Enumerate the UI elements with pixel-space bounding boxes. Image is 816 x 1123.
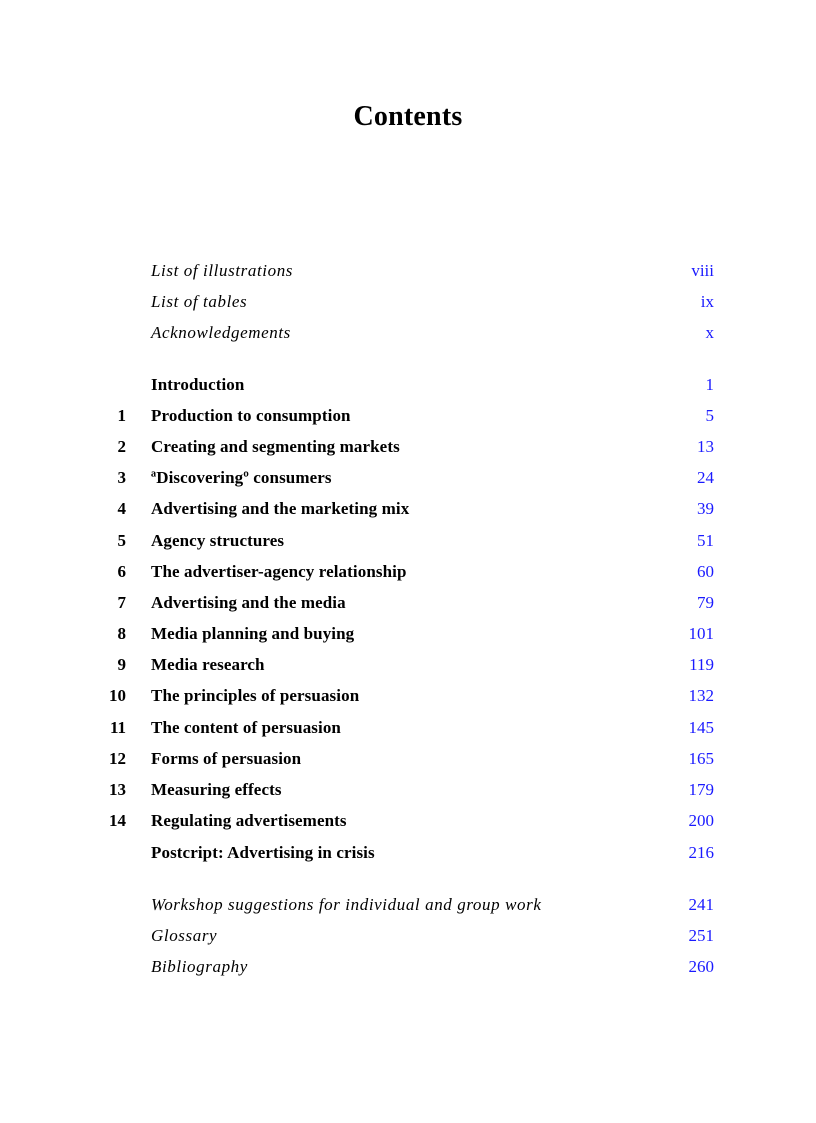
toc-entry-chapter-1[interactable] <box>0 404 816 428</box>
toc-entry-workshop-suggestions[interactable] <box>0 893 816 917</box>
toc-page-link[interactable]: 165 <box>688 749 714 768</box>
toc-page-link[interactable]: 13 <box>697 437 714 456</box>
toc-entry-label: Introduction <box>151 375 245 394</box>
toc-page-link[interactable]: 216 <box>688 843 714 862</box>
toc-entry-label: The principles of persuasion <box>151 686 360 705</box>
toc-entry-bibliography[interactable] <box>0 955 816 979</box>
toc-entry-chapter-4[interactable] <box>0 497 816 521</box>
chapter-number: 12 <box>109 749 126 768</box>
toc-page-link[interactable]: 179 <box>688 780 714 799</box>
toc-entry-chapter-14[interactable] <box>0 809 816 833</box>
toc-entry-label: Production to consumption <box>151 406 351 425</box>
toc-page-link[interactable]: 79 <box>697 593 714 612</box>
toc-entry-label: Media research <box>151 655 265 674</box>
toc-entry-acknowledgements[interactable] <box>0 321 816 345</box>
chapter-number: 2 <box>117 437 126 456</box>
toc-page-link[interactable]: 260 <box>688 957 714 976</box>
chapter-number: 14 <box>109 811 126 830</box>
toc-entry-label: The content of persuasion <box>151 718 341 737</box>
toc-entry-label: Measuring effects <box>151 780 282 799</box>
chapter-number: 9 <box>117 655 126 674</box>
toc-entry-chapter-10[interactable] <box>0 684 816 708</box>
toc-entry-introduction[interactable] <box>0 373 816 397</box>
toc-entry-label: Workshop suggestions for individual and group work <box>151 895 542 914</box>
chapter-number: 1 <box>117 406 126 425</box>
toc-entry-chapter-7[interactable] <box>0 591 816 615</box>
toc-entry-chapter-6[interactable] <box>0 560 816 584</box>
toc-page-link[interactable]: 101 <box>688 624 714 643</box>
chapter-number: 3 <box>117 468 126 487</box>
toc-page-link[interactable]: 1 <box>705 375 714 394</box>
toc-entry-label: Forms of persuasion <box>151 749 302 768</box>
toc-entry-label: Agency structures <box>151 531 285 550</box>
chapter-number: 10 <box>109 686 126 705</box>
chapter-number: 4 <box>117 499 126 518</box>
toc-entry-postscript[interactable] <box>0 841 816 865</box>
toc-entry-glossary[interactable] <box>0 924 816 948</box>
toc-entry-list-of-illustrations[interactable] <box>0 259 816 283</box>
toc-entry-label: Advertising and the marketing mix <box>151 499 410 518</box>
page-title: Contents <box>353 101 463 132</box>
chapter-number: 6 <box>117 562 126 581</box>
toc-entry-chapter-8[interactable] <box>0 622 816 646</box>
chapter-number: 13 <box>109 780 126 799</box>
toc-page-link[interactable]: 5 <box>705 406 714 425</box>
toc-entry-label: The advertiser-agency relationship <box>151 562 407 581</box>
toc-entry-chapter-12[interactable] <box>0 747 816 771</box>
toc-entry-label: Creating and segmenting markets <box>151 437 400 456</box>
toc-entry-chapter-2[interactable] <box>0 435 816 459</box>
toc-page-link[interactable]: 251 <box>688 926 714 945</box>
toc-page-link[interactable]: 51 <box>697 531 714 550</box>
toc-entry-label: Glossary <box>151 926 218 945</box>
toc-page-link[interactable]: 145 <box>688 718 714 737</box>
toc-entry-label: ªDiscoveringº consumers <box>151 468 332 487</box>
toc-page-link[interactable]: 24 <box>697 468 714 487</box>
toc-entry-label: Postcript: Advertising in crisis <box>151 843 375 862</box>
toc-entry-label: List of tables <box>151 292 248 311</box>
toc-entry-chapter-13[interactable] <box>0 778 816 802</box>
toc-entry-chapter-11[interactable] <box>0 716 816 740</box>
toc-entry-label: Advertising and the media <box>151 593 346 612</box>
toc-entry-chapter-3[interactable] <box>0 466 816 490</box>
chapter-number: 8 <box>117 624 126 643</box>
toc-page-link[interactable]: 132 <box>688 686 714 705</box>
toc-entry-label: Bibliography <box>151 957 248 976</box>
toc-page-link[interactable]: 119 <box>689 655 714 674</box>
chapter-number: 7 <box>117 593 126 612</box>
toc-page-link[interactable]: viii <box>691 261 714 280</box>
toc-entry-label: List of illustrations <box>151 261 294 280</box>
toc-page-link[interactable]: 39 <box>697 499 714 518</box>
toc-page-link[interactable]: ix <box>700 292 714 311</box>
toc-entry-label: Acknowledgements <box>151 323 291 342</box>
toc-page-link[interactable]: x <box>705 323 714 342</box>
toc-entry-label: Media planning and buying <box>151 624 355 643</box>
chapter-number: 11 <box>109 718 126 737</box>
toc-page-link[interactable]: 200 <box>688 811 714 830</box>
chapter-number: 5 <box>117 531 126 550</box>
toc-page-link[interactable]: 241 <box>688 895 714 914</box>
toc-entry-chapter-5[interactable] <box>0 529 816 553</box>
toc-entry-chapter-9[interactable] <box>0 653 816 677</box>
toc-entry-list-of-tables[interactable] <box>0 290 816 314</box>
toc-page-link[interactable]: 60 <box>697 562 714 581</box>
toc-entry-label: Regulating advertisements <box>151 811 347 830</box>
